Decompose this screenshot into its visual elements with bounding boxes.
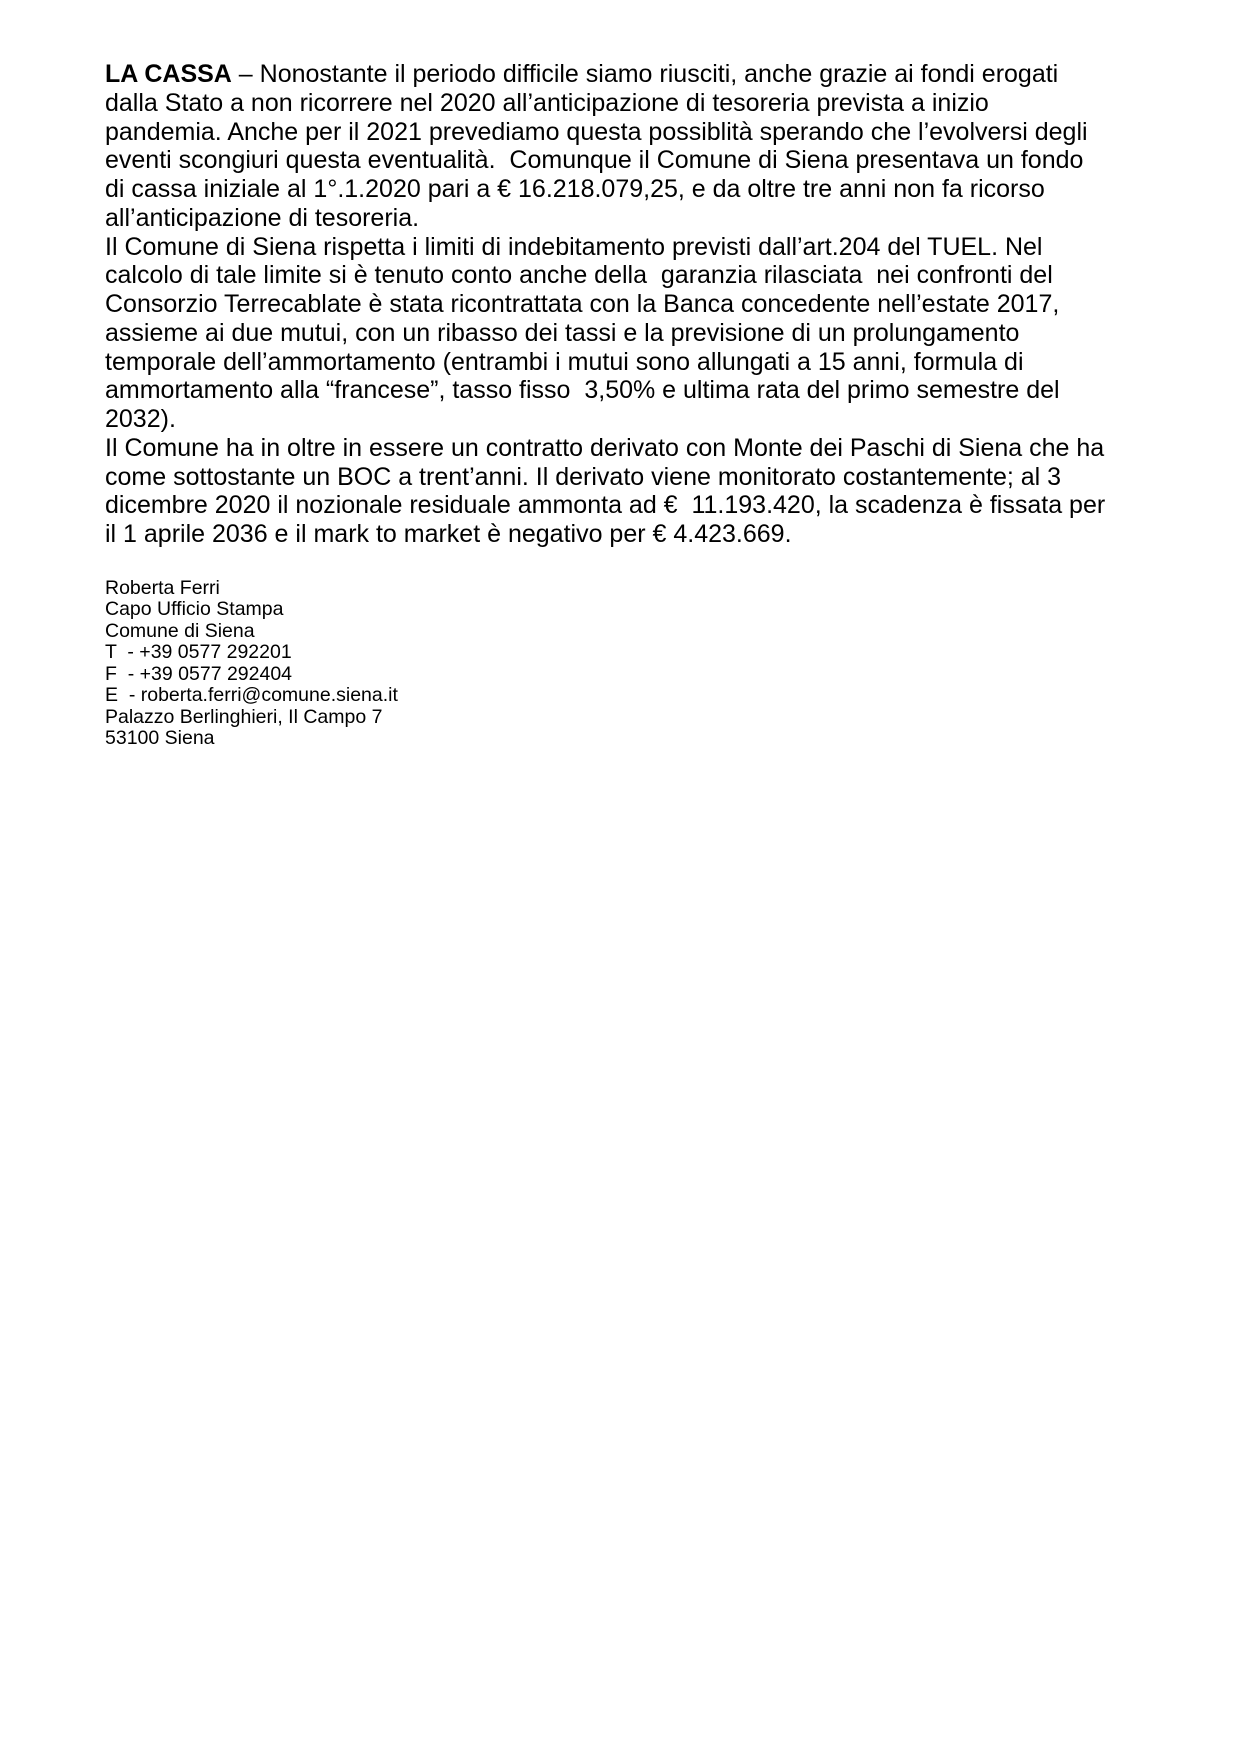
body-line: temporale dell’ammortamento (entrambi i mutui sono allungati a 15 anni, formula di	[105, 347, 1024, 376]
signature-fax: F - +39 0577 292404	[105, 662, 293, 685]
body-line	[105, 60, 1165, 89]
signature-city: 53100 Siena	[105, 727, 215, 750]
body-line: Consorzio Terrecablate è stata ricontrattata con la Banca concedente nell’estate 2017,	[105, 290, 1060, 318]
body-line: dalla Stato a non ricorrere nel 2020 all’anticipazione di tesoreria prevista a inizio	[105, 88, 989, 117]
signature-role: Capo Ufficio Stampa	[105, 598, 284, 621]
signature-block	[105, 578, 705, 750]
press-release-body	[105, 60, 1165, 549]
body-line: come sottostante un BOC a trent’anni. Il derivato viene monitorato costantemente; al 3	[105, 462, 1062, 491]
body-line: eventi scongiuri questa eventualità. Comunque il Comune di Siena presentava un fondo	[105, 146, 1084, 175]
signature-email: E - roberta.ferri@comune.siena.it	[105, 684, 398, 707]
body-line: assieme ai due mutui, con un ribasso dei tassi e la previsione di un prolungamento	[105, 318, 1020, 347]
body-line: pandemia. Anche per il 2021 prevediamo questa possiblità sperando che l’evolversi degli	[105, 117, 1088, 146]
body-line: dicembre 2020 il nozionale residuale ammonta ad € 11.193.420, la scadenza è fissata per	[105, 491, 1106, 520]
section-heading: LA CASSA	[105, 60, 232, 88]
body-line: 2032).	[105, 405, 176, 433]
body-line: Il Comune di Siena rispetta i limiti di indebitamento previsti dall’art.204 del TUEL. Nel	[105, 232, 1043, 261]
body-line: all’anticipazione di tesoreria.	[105, 203, 420, 232]
signature-phone: T - +39 0577 292201	[105, 641, 292, 664]
body-line: ammortamento alla “francese”, tasso fisso 3,50% e ultima rata del primo semestre del	[105, 376, 1060, 405]
body-line: Il Comune ha in oltre in essere un contratto derivato con Monte dei Paschi di Siena che ha	[105, 433, 1105, 462]
body-line: calcolo di tale limite si è tenuto conto anche della garanzia rilasciata nei confronti del	[105, 261, 1053, 290]
body-line: il 1 aprile 2036 e il mark to market è negativo per € 4.423.669.	[105, 520, 792, 548]
signature-address: Palazzo Berlinghieri, Il Campo 7	[105, 705, 383, 728]
body-line: di cassa iniziale al 1°.1.2020 pari a € 16.218.079,25, e da oltre tre anni non fa ricorso	[105, 175, 1045, 203]
signature-org: Comune di Siena	[105, 619, 255, 642]
signature-name: Roberta Ferri	[105, 577, 220, 599]
body-line-text: – Nonostante il periodo difficile siamo riusciti, anche grazie ai fondi erogati	[231, 60, 1059, 88]
